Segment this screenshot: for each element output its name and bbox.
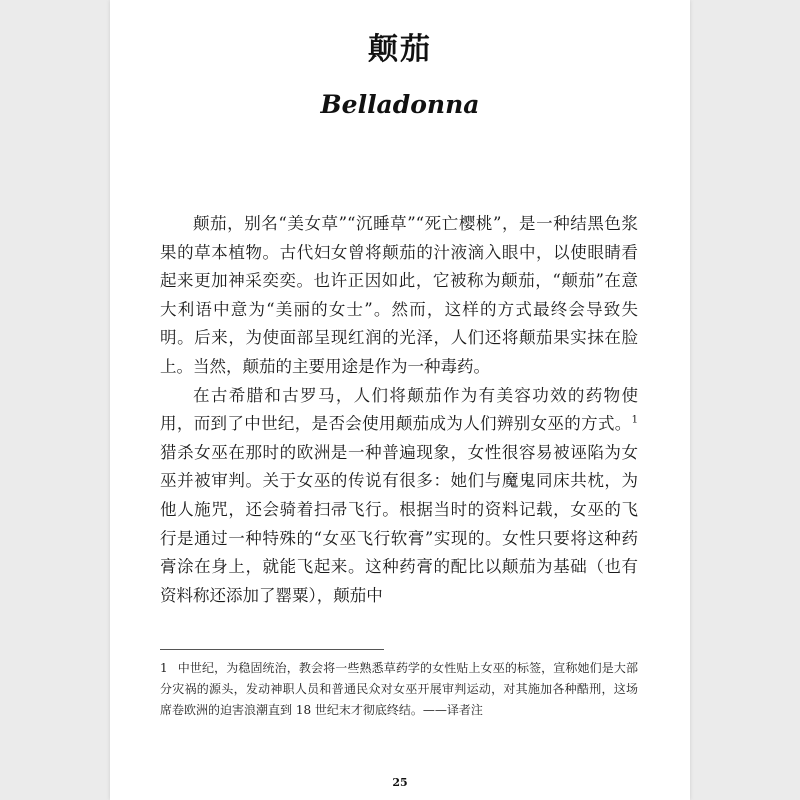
paragraph-1: 颠茄，别名“美女草”“沉睡草”“死亡樱桃”，是一种结黑色浆果的草本植物。古代妇女曾将颠茄的汁液滴入眼中，以使眼睛看起来更加神采奕奕。也许正因如此，它被称为颠茄，“颠茄”在意大利语中意为“美丽的女士”。然而，这样的方式最终会导致失明。后来，为使面部呈现红润的光泽，人们还将颠茄果实抹在脸上。当然，颠茄的主要用途是作为一种毒药。: [160, 214, 638, 376]
footnote-reference: 1: [631, 414, 638, 426]
chapter-title-chinese: 颠茄: [368, 32, 432, 67]
book-page: [110, 0, 690, 800]
body-text: [160, 210, 638, 610]
footnote: [160, 658, 638, 721]
footnote-divider: [160, 649, 384, 650]
footnote-number: 1: [160, 661, 168, 675]
page-number: 25: [392, 776, 408, 789]
chapter-title-english: Belladonna: [320, 90, 480, 119]
paragraph-2-part-2: 猎杀女巫在那时的欧洲是一种普遍现象，女性很容易被诬陷为女巫并被审判。关于女巫的传说有很多：她们与魔鬼同床共枕，为他人施咒，还会骑着扫帚飞行。根据当时的资料记载，女巫的飞行是通过一种特殊的“女巫飞行软膏”实现的。女性只要将这种药膏涂在身上，就能飞起来。这种药膏的配比以颠茄为基础（也有资料称还添加了罂粟），颠茄中: [160, 442, 638, 605]
paragraph-2-part-1: 在古希腊和古罗马，人们将颠茄作为有美容功效的药物使用，而到了中世纪，是否会使用颠茄成为人们辨别女巫的方式。: [160, 385, 638, 434]
footnote-text: 中世纪，为稳固统治，教会将一些熟悉草药学的女性贴上女巫的标签，宣称她们是大部分灾祸的源头，发动神职人员和普通民众对女巫开展审判运动，对其施加各种酷刑，这场席卷欧洲的迫害浪潮直到 18 世纪末才彻底终结。——译者注: [160, 661, 638, 717]
paragraph-2: [160, 382, 638, 611]
